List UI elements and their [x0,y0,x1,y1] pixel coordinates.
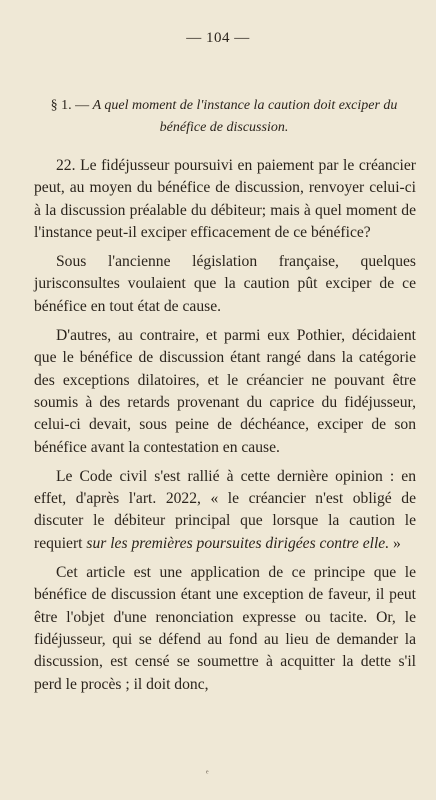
paragraph-code-civil-text: Le Code civil s'est rallié à cette dernière opinion : en effet, d'après l'art. 2022, « le créancier n'est obligé de discuter le débiteur principal que lorsque la caution le requiert [34,467,416,552]
section-number: § 1. — [50,98,93,113]
body-text [34,155,416,703]
paragraph-code-civil-quote: sur les premières poursuites dirigées contre elle. [86,534,390,552]
paragraph-pothier: D'autres, au contraire, et parmi eux Pothier, décidaient que le bénéfice de discussion étant rangé dans la catégorie des exceptions dilatoires, et le créancier ne pouvant être soumis à des retards provenant du caprice du fidéjusseur, celui-ci devait, sous peine de déchéance, exciper de son bénéfice avant la contestation en cause. [34,327,416,456]
paragraph-ancienne-legislation: Sous l'ancienne législation française, quelques jurisconsultes voulaient que la caution pût exciper de ce bénéfice en tout état de cause. [34,253,416,315]
paragraph-application: Cet article est une application de ce principe que le bénéfice de discussion étant une exception de faveur, il peut être l'objet d'une renonciation expresse ou tacite. Or, le fidéjusseur, qui se défend au fond au lieu de demander la discussion, est censé se soumettre à acquitter la dette s'il perd le procès ; il doit donc, [34,564,416,693]
section-title: A quel moment de l'instance la caution doit exciper du bénéfice de discussion. [92,98,398,135]
page-number: — 104 — [186,30,250,46]
paragraph-code-civil [34,466,416,555]
printer-mark: ᵉ [206,768,209,779]
paragraph-code-civil-end: » [389,534,401,552]
section-heading [34,95,414,139]
paragraph-22: 22. Le fidéjusseur poursuivi en paiement par le créancier peut, au moyen du bénéfice de discussion, renvoyer celui-ci à la discussion préalable du débiteur; mais à quel moment de l'instance peut-il exciper efficacement de ce bénéfice? [34,157,416,241]
